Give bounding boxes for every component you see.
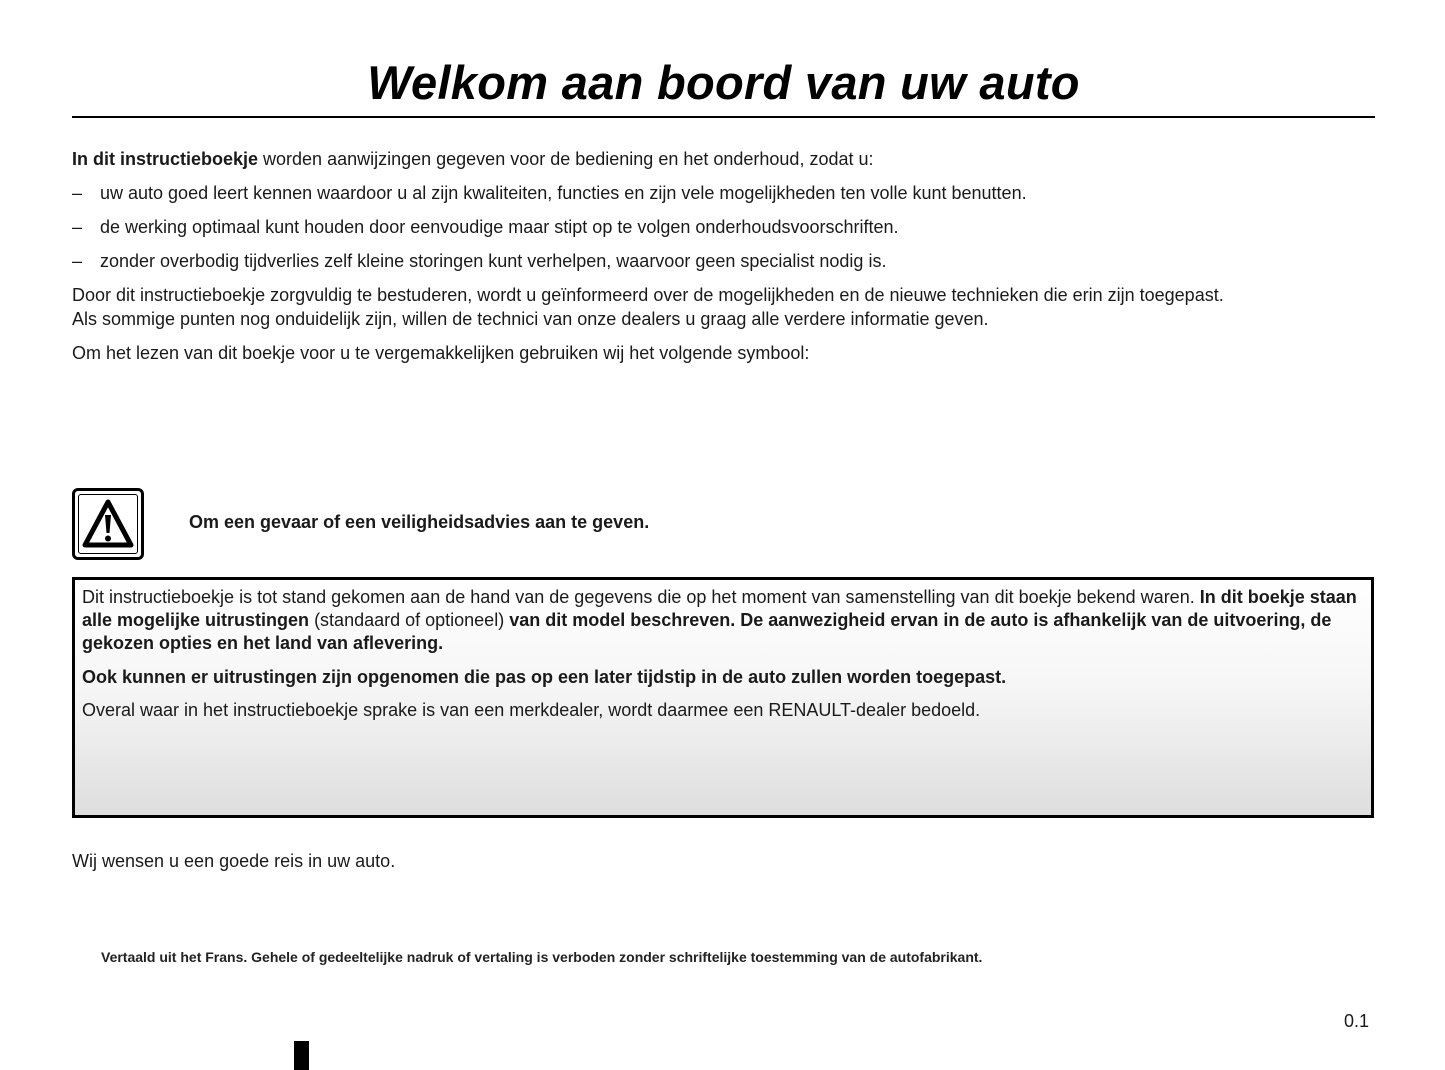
closing-line: Wij wensen u een goede reis in uw auto. [72, 851, 396, 871]
notice-paragraph-3: Overal waar in het instructieboekje sprake is van een merkdealer, wordt daarmee een RENAULT-dealer bedoeld. [82, 700, 981, 720]
translation-footnote: Vertaald uit het Frans. Gehele of gedeeltelijke nadruk of vertaling is verboden zonder schriftelijke toestemming van de autofabrikant. [101, 949, 983, 965]
notice-p2-bold: Ook kunnen er uitrustingen zijn opgenomen die pas op een later tijdstip in de auto zullen worden toegepast. [82, 667, 1007, 687]
study-line-2: Als sommige punten nog onduidelijk zijn, willen de technici van onze dealers u graag alle verdere informatie geven. [72, 309, 989, 329]
intro-paragraph [72, 147, 1392, 171]
notice-p1-bold-a: In dit boekje staan alle mogelijke uitrustingen [82, 587, 1357, 630]
title-divider [72, 116, 1375, 118]
list-dash: – [72, 251, 83, 271]
intro-rest: worden aanwijzingen gegeven voor de bediening en het onderhoud, zodat u: [258, 149, 874, 169]
page-number: 0.1 [1344, 1011, 1370, 1031]
notice-paragraph-2 [82, 666, 1368, 689]
list-dash: – [72, 217, 83, 237]
margin-marker [294, 1041, 309, 1070]
page-title: Welkom aan boord van uw auto [367, 56, 1080, 109]
list-item-text: de werking optimaal kunt houden door eenvoudige maar stipt op te volgen onderhoudsvoorschriften. [100, 217, 899, 237]
symbol-intro: Om het lezen van dit boekje voor u te vergemakkelijken gebruiken wij het volgende symbool: [72, 343, 810, 363]
notice-paragraph-1 [82, 586, 1368, 655]
warning-description: Om een gevaar of een veiligheidsadvies aan te geven. [189, 512, 650, 532]
list-dash: – [72, 183, 83, 203]
list-item-text: zonder overbodig tijdverlies zelf kleine storingen kunt verhelpen, waarvoor geen specialist nodig is. [100, 251, 887, 271]
intro-bold-lead: In dit instructieboekje [72, 149, 259, 169]
notice-p1-paren: (standaard of optioneel) [309, 610, 510, 630]
warning-triangle-icon [72, 488, 144, 560]
study-line-1: Door dit instructieboekje zorgvuldig te bestuderen, wordt u geïnformeerd over de mogelijkheden en de nieuwe technieken die erin zijn toegepast. [72, 285, 1224, 305]
notice-p1-plain: Dit instructieboekje is tot stand gekomen aan de hand van de gegevens die op het moment van samenstelling van dit boekje bekend waren. [82, 587, 1200, 607]
notice-box [72, 577, 1374, 818]
list-item-text: uw auto goed leert kennen waardoor u al zijn kwaliteiten, functies en zijn vele mogelijkheden ten volle kunt benutten. [100, 183, 1027, 203]
notice-p1-bold-b: van dit model beschreven. De aanwezigheid ervan in de auto is afhankelijk van de uitvoering, de gekozen opties en het land van aflevering. [82, 610, 1332, 653]
